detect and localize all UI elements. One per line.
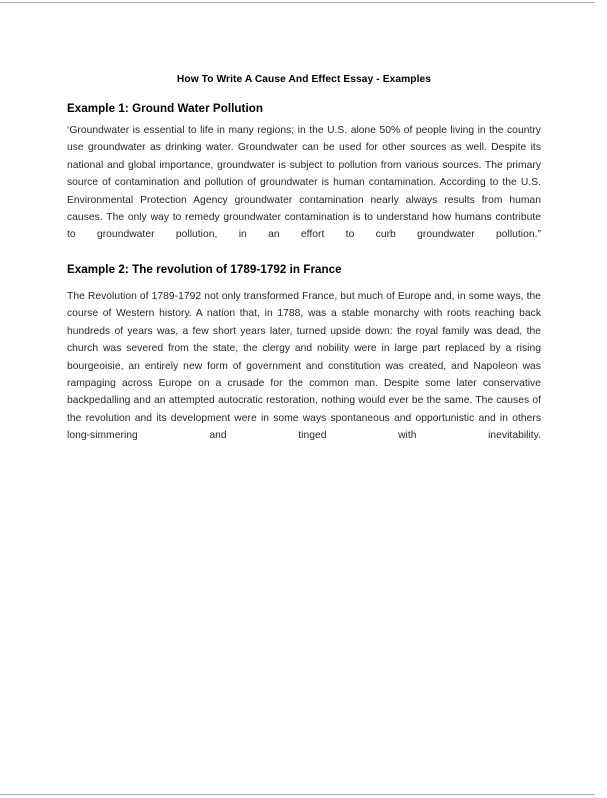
page-bottom-rule <box>0 794 595 795</box>
document-title: How To Write A Cause And Effect Essay - Examples <box>176 74 432 85</box>
page-top-rule <box>0 2 595 3</box>
section-paragraph-example-2: The Revolution of 1789-1792 not only transformed France, but much of Europe and, in some ways, the course of Western history. A nation that, in 1788, was a stable monarchy with roots reaching back hundreds of years was, a few short years later, turned upside down: the royal family was dead, the church was severed from the state, the clergy and nobility were in large part replaced by a rising bourgeoisie, an entirely new form of government and constitution was created, and Napoleon was rampaging across Europe on a crusade for the common man. Despite some later conservative backpedalling and an attempted autocratic restoration, nothing would ever be the same. The causes of the revolution and its development were in some ways spontaneous and opportunistic and in others long-simmering and tinged with inevitability. <box>67 291 541 442</box>
section-heading-example-2: Example 2: The revolution of 1789-1792 in France <box>67 263 342 276</box>
section-paragraph-example-1: ‘Groundwater is essential to life in many regions; in the U.S. alone 50% of people living in the country use groundwater as drinking water. Groundwater can be used for other sources as well. Despite its national and global importance, groundwater is subject to pollution from various sources. The primary source of contamination and pollution of groundwater is human contamination. According to the U.S. Environmental Protection Agency groundwater contamination nearly always results from human causes. The only way to remedy groundwater contamination is to understand how humans contribute to groundwater pollution, in an effort to curb groundwater pollution.” <box>67 125 541 241</box>
section-heading-example-1: Example 1: Ground Water Pollution <box>67 102 264 115</box>
